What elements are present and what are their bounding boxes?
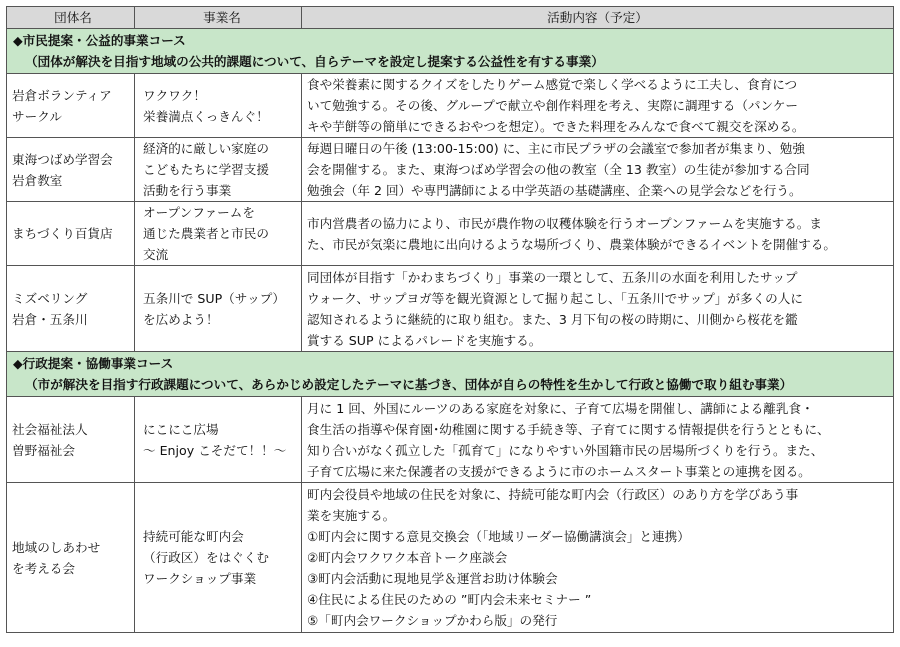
project-cell <box>135 266 302 352</box>
table-row <box>7 202 894 266</box>
org-name: まちづくり百貨店 <box>12 226 113 241</box>
content-cell <box>302 138 894 202</box>
project-name: 経済的に厳しい家庭の <box>143 141 269 156</box>
table-row <box>7 74 894 138</box>
content-line: 子育て広場に来た保護者の支援ができるように市のホームスタート事業との連携を図る。 <box>307 463 811 479</box>
content-line: ④住民による住民のための ”町内会未来セミナー ” <box>307 592 592 607</box>
content-cell <box>302 202 894 266</box>
org-cell <box>7 266 135 352</box>
section-note: （市が解決を目指す行政課題について、あらかじめ設定したテーマに基づき、団体が自らの特性を生かして行政と協働で取り組む事業） <box>25 377 793 392</box>
content-line: 町内会役員や地域の住民を対象に、持続可能な町内会（行政区）のあり方を学びあう事 <box>307 487 799 502</box>
content-line: 勉強会（年 2 回）や専門講師による中学英語の基礎講座、企業への見学会などを行う。 <box>307 183 802 198</box>
content-line: ⑤「町内会ワークショップかわら版」の発行 <box>307 613 558 628</box>
project-cell <box>135 74 302 138</box>
org-cell <box>7 74 135 138</box>
content-line: 会を開催する。また、東海つばめ学習会の他の教室（全 13 教室）の生徒が参加する合同 <box>307 162 810 177</box>
project-cell <box>135 138 302 202</box>
project-cell <box>135 483 302 633</box>
org-name: サークル <box>12 108 62 124</box>
content-line: ウォーク、サップヨガ等を観光資源として掘り起こし、「五条川でサップ」が多くの人に <box>307 290 803 306</box>
content-line: 同団体が目指す「かわまちづくり」事業の一環として、五条川の水面を利用したサップ <box>307 269 798 285</box>
content-cell <box>302 266 894 352</box>
content-line: ③町内会活動に現地見学＆運営お助け体験会 <box>307 571 558 586</box>
org-name: 東海つばめ学習会 <box>12 151 113 167</box>
content-line: 賞する SUP によるパレードを実施する。 <box>307 332 542 348</box>
content-line: キや芋餅等の簡単にできるおやつを想定）。できた料理をみんなで食べて親交を深める。 <box>307 119 805 134</box>
org-name: 地域のしあわせ <box>12 539 101 555</box>
project-name: を広めよう！ <box>143 311 219 327</box>
org-cell <box>7 138 135 202</box>
project-table <box>6 6 894 633</box>
table-row <box>7 266 894 352</box>
org-name: を考える会 <box>12 560 75 576</box>
org-name: 社会福祉法人 <box>12 421 88 437</box>
content-line: 業を実施する。 <box>307 508 396 523</box>
org-name: 曽野福祉会 <box>12 442 75 458</box>
header-project: 事業名 <box>135 7 302 29</box>
project-name: 栄養満点くっきんぐ！ <box>143 108 269 124</box>
project-name: ワクワク！ <box>143 87 206 103</box>
content-line: ①町内会に関する意見交換会（「地域リーダー協働講演会」と連携） <box>307 529 690 544</box>
header-content: 活動内容（予定） <box>302 7 894 29</box>
org-cell <box>7 397 135 483</box>
org-name: 岩倉教室 <box>12 172 63 188</box>
header-org: 団体名 <box>7 7 135 29</box>
org-cell <box>7 202 135 266</box>
project-name: 五条川で SUP（サップ） <box>143 290 286 306</box>
project-name: 通じた農業者と市民の <box>143 226 269 241</box>
project-name: こどもたちに学習支援 <box>143 162 269 177</box>
project-name: 交流 <box>143 247 169 262</box>
content-cell <box>302 483 894 633</box>
content-line: いて勉強する。その後、グループで献立や創作料理を考え、実際に調理する（パンケー <box>307 98 799 113</box>
project-cell <box>135 397 302 483</box>
content-line: 市内営農者の協力により、市民が農作物の収穫体験を行うオープンファームを実施する。ま <box>307 215 822 231</box>
section-row-citizen <box>7 29 894 74</box>
content-line: 認知されるように継続的に取り組む。また、3 月下旬の桜の時期に、川側から桜花を鑑 <box>307 311 798 327</box>
org-name: 岩倉・五条川 <box>12 311 88 327</box>
table-row <box>7 397 894 483</box>
org-name: ミズベリング <box>12 290 88 306</box>
content-line: 食生活の指導や保育園･幼稚園に関する手続き等、子育てに関する情報提供を行うとともに、 <box>307 421 830 437</box>
content-line: 月に 1 回、外国にルーツのある家庭を対象に、子育て広場を開催し、講師による離乳食・ <box>307 400 814 416</box>
content-line: 知り合いがなく孤立した「孤育て」になりやすい外国籍市民の居場所づくりを行う。また、 <box>307 442 824 458</box>
project-name: オープンファームを <box>143 205 255 220</box>
content-line: ②町内会ワクワク本音トーク座談会 <box>307 550 508 565</box>
section-note: （団体が解決を目指す地域の公共的課題について、自らテーマを設定し提案する公益性を有する事業） <box>25 54 604 69</box>
content-cell <box>302 74 894 138</box>
content-cell <box>302 397 894 483</box>
project-name: 持続可能な町内会 <box>143 529 244 544</box>
content-line: 食や栄養素に関するクイズをしたりゲーム感覚で楽しく学べるように工夫し、食育につ <box>307 77 798 92</box>
project-name: 活動を行う事業 <box>143 183 232 198</box>
org-name: 岩倉ボランティア <box>12 87 112 103</box>
section-row-admin <box>7 352 894 397</box>
section-title: ◆行政提案・協働事業コース <box>13 356 174 371</box>
table-row <box>7 138 894 202</box>
table-row <box>7 483 894 633</box>
project-name: ワークショップ事業 <box>143 571 257 586</box>
content-line: た、市民が気楽に農地に出向けるような場所づくり、農業体験ができるイベントを開催する。 <box>307 236 836 252</box>
content-line: 毎週日曜日の午後 (13:00-15:00) に、主に市民プラザの会議室で参加者が集まり、勉強 <box>307 141 805 156</box>
org-cell <box>7 483 135 633</box>
project-cell <box>135 202 302 266</box>
header-row <box>7 7 894 29</box>
section-title: ◆市民提案・公益的事業コース <box>13 33 186 48</box>
project-name: ～ Enjoy こそだて！！～ <box>143 442 287 458</box>
project-name: にこにこ広場 <box>143 421 219 437</box>
project-name: （行政区）をはぐくむ <box>143 550 269 565</box>
